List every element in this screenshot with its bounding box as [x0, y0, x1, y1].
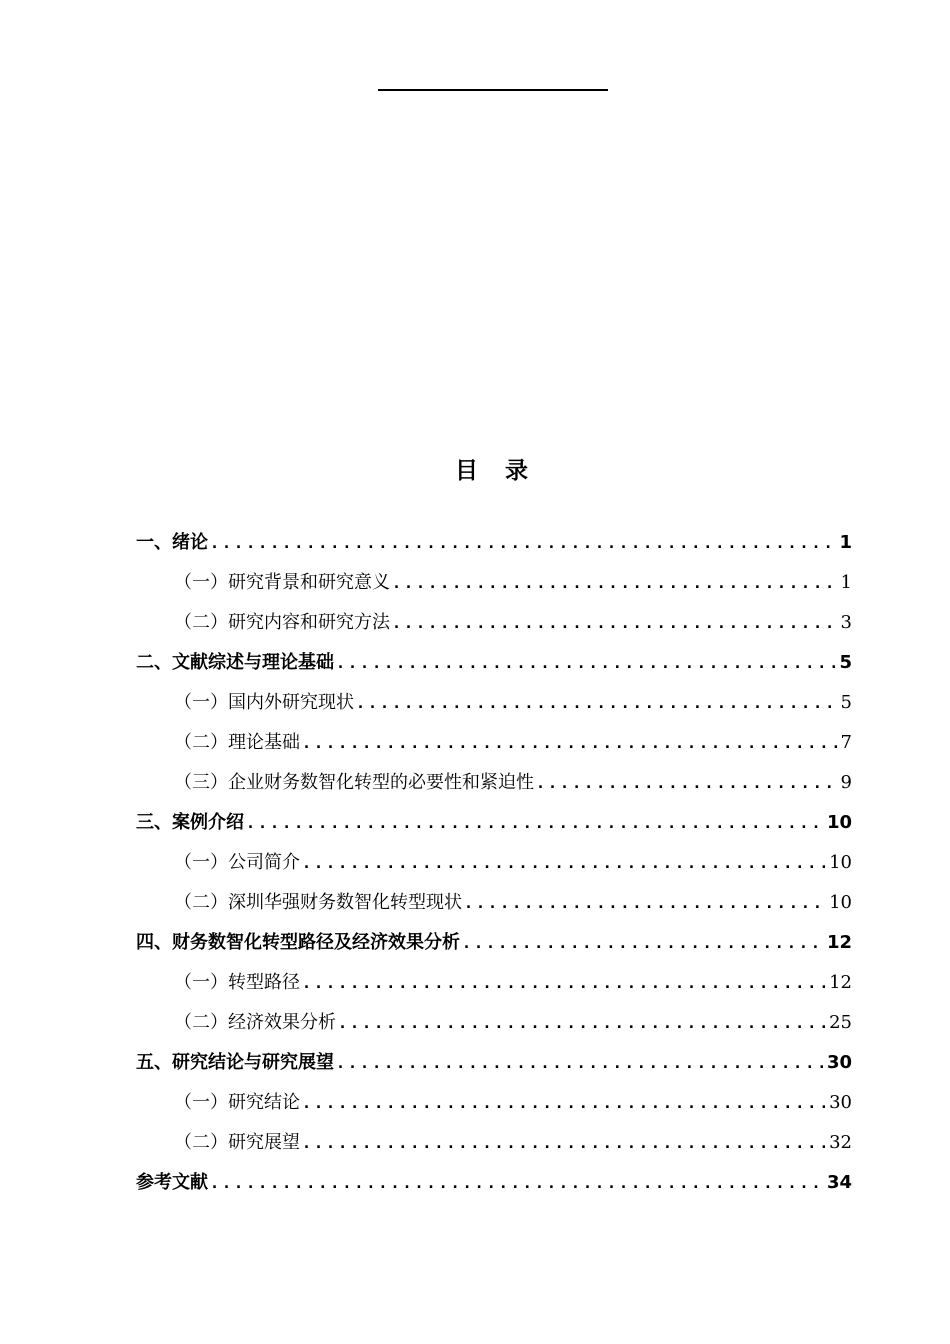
toc-entry[interactable] — [136, 803, 852, 843]
toc-leader-dots — [302, 963, 825, 1003]
toc-entry[interactable] — [136, 643, 852, 683]
toc-entry[interactable] — [136, 603, 852, 643]
toc-leader-dots — [302, 843, 825, 883]
toc-entry-page: 1 — [840, 572, 852, 593]
toc-entry-label: 五、研究结论与研究展望 — [136, 1052, 334, 1073]
toc-entry[interactable] — [136, 523, 852, 563]
toc-leader-dots — [464, 883, 825, 923]
toc-entry[interactable] — [136, 1163, 852, 1203]
toc-entry-page: 10 — [829, 892, 852, 913]
toc-entry-page: 34 — [826, 1172, 852, 1193]
toc-entry-page: 5 — [839, 652, 852, 673]
toc-entry[interactable] — [136, 883, 852, 923]
toc-entry-label: 四、财务数智化转型路径及经济效果分析 — [136, 932, 460, 953]
toc-leader-dots — [392, 563, 837, 603]
toc-leader-dots — [246, 803, 823, 843]
toc-entry-label: 一、绪论 — [136, 532, 208, 553]
toc-entry-label: 三、案例介绍 — [136, 812, 244, 833]
toc-entry[interactable] — [136, 843, 852, 883]
toc-entry[interactable] — [136, 1123, 852, 1163]
toc-leader-dots — [210, 523, 835, 563]
toc-entry-page: 12 — [829, 972, 852, 993]
toc-entry-page: 30 — [826, 1052, 852, 1073]
toc-title: 目 录 — [455, 458, 530, 484]
toc-entry-label: （二）理论基础 — [174, 732, 300, 753]
toc-entry-page: 9 — [840, 772, 852, 793]
toc-entry-page: 10 — [826, 812, 852, 833]
toc-leader-dots — [462, 923, 823, 963]
toc-leader-dots — [302, 1123, 825, 1163]
toc-entry[interactable] — [136, 723, 852, 763]
toc-leader-dots — [392, 603, 837, 643]
toc-entry-page: 7 — [840, 732, 852, 753]
toc-entry[interactable] — [136, 563, 852, 603]
toc-leader-dots — [302, 1083, 825, 1123]
toc-entry[interactable] — [136, 1003, 852, 1043]
toc-entry-page: 3 — [840, 612, 852, 633]
toc-leader-dots — [336, 643, 835, 683]
toc-entry-label: （二）深圳华强财务数智化转型现状 — [174, 892, 462, 913]
toc-entry-page: 5 — [840, 692, 852, 713]
toc-leader-dots — [210, 1163, 823, 1203]
toc-entry-label: （二）研究展望 — [174, 1132, 300, 1153]
toc-entry-page: 32 — [829, 1132, 852, 1153]
toc-entry-label: （三）企业财务数智化转型的必要性和紧迫性 — [174, 772, 534, 793]
toc-leader-dots — [356, 683, 837, 723]
toc-list — [136, 523, 852, 1203]
toc-entry-page: 25 — [829, 1012, 852, 1033]
header-rule — [378, 89, 608, 91]
toc-entry[interactable] — [136, 1043, 852, 1083]
toc-leader-dots — [302, 723, 837, 763]
toc-entry-label: （一）转型路径 — [174, 972, 300, 993]
toc-entry-label: 二、文献综述与理论基础 — [136, 652, 334, 673]
toc-entry[interactable] — [136, 683, 852, 723]
toc-leader-dots — [336, 1043, 823, 1083]
toc-entry-label: （二）经济效果分析 — [174, 1012, 336, 1033]
toc-entry-label: （二）研究内容和研究方法 — [174, 612, 390, 633]
toc-entry-label: （一）国内外研究现状 — [174, 692, 354, 713]
toc-entry[interactable] — [136, 923, 852, 963]
toc-entry-label: （一）研究结论 — [174, 1092, 300, 1113]
toc-entry[interactable] — [136, 963, 852, 1003]
toc-entry-label: （一）公司简介 — [174, 852, 300, 873]
toc-entry[interactable] — [136, 1083, 852, 1123]
toc-entry[interactable] — [136, 763, 852, 803]
toc-entry-page: 1 — [839, 532, 852, 553]
toc-leader-dots — [536, 763, 837, 803]
toc-entry-label: （一）研究背景和研究意义 — [174, 572, 390, 593]
toc-entry-page: 10 — [829, 852, 852, 873]
toc-entry-label: 参考文献 — [136, 1172, 208, 1193]
toc-entry-page: 12 — [826, 932, 852, 953]
toc-entry-page: 30 — [829, 1092, 852, 1113]
toc-leader-dots — [338, 1003, 825, 1043]
